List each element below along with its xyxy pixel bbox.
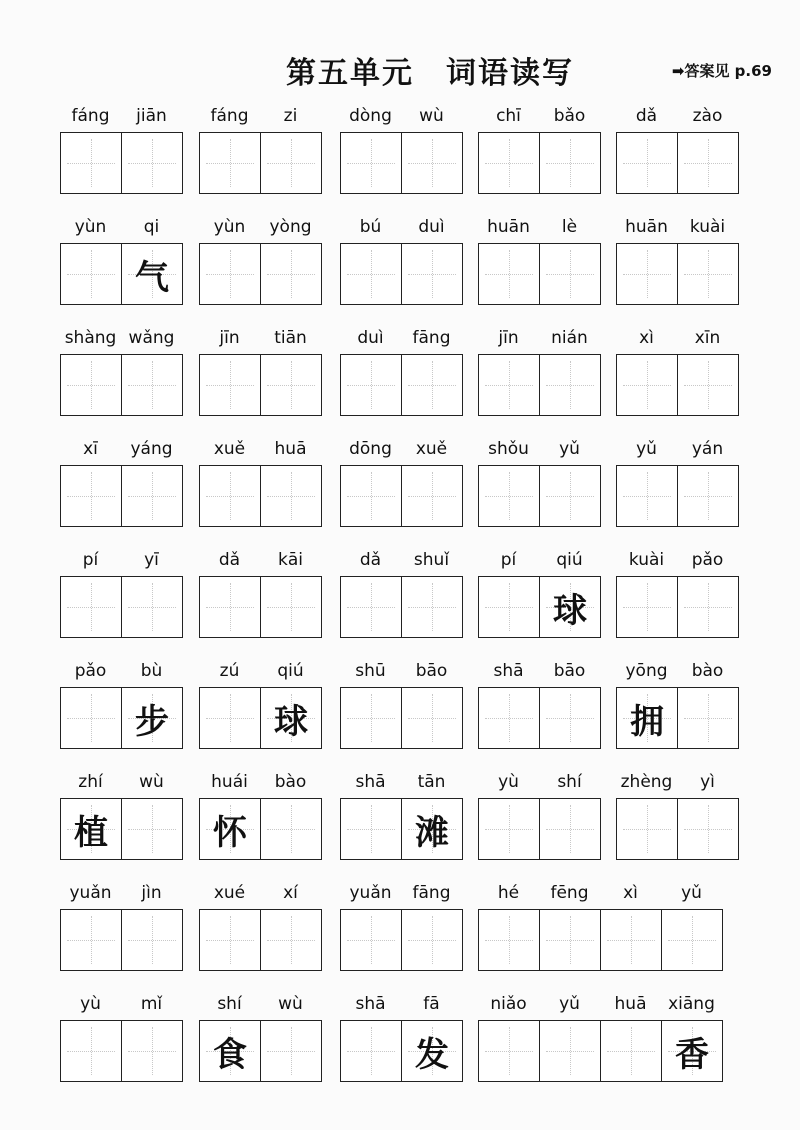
pinyin-label: shū [355,661,386,681]
writing-cell[interactable] [402,355,463,415]
pinyin-row [616,660,738,682]
pinyin-row [340,438,462,460]
pinyin-row [60,216,182,238]
pinyin-label: chī [496,106,521,126]
pinyin-label: dōng [349,439,392,459]
pinyin-label: lè [561,217,578,237]
pinyin-row [60,105,182,127]
pinyin-label: zhèng [620,772,673,792]
pinyin-label: shàng [64,328,117,348]
writing-cell[interactable] [200,355,261,415]
writing-boxes [616,687,739,749]
writing-boxes [616,354,739,416]
pinyin-label: shí [557,772,582,792]
pinyin-row [616,438,738,460]
pinyin-label: qiú [277,661,304,681]
writing-cell[interactable] [200,577,261,637]
writing-cell[interactable] [61,910,122,970]
pinyin-row [199,882,321,904]
writing-cell[interactable] [479,910,540,970]
writing-cell[interactable] [261,688,322,748]
writing-boxes [199,243,322,305]
pinyin-row [478,216,600,238]
pinyin-label: yán [691,439,724,459]
writing-cell[interactable] [540,244,601,304]
writing-cell[interactable] [402,799,463,859]
writing-cell[interactable] [341,799,402,859]
writing-cell[interactable] [540,466,601,526]
pinyin-label: bào [274,772,307,792]
pinyin-label: huái [211,772,248,792]
answer-reference: ➡答案见 p.69 [671,62,772,80]
pinyin-label: niǎo [490,994,527,1014]
pinyin-label: kuài [628,550,665,570]
writing-cell[interactable] [540,688,601,748]
pinyin-label: zú [219,661,240,681]
pinyin-label: shí [217,994,242,1014]
writing-cell[interactable] [200,799,261,859]
writing-cell[interactable] [617,133,678,193]
writing-cell[interactable] [261,799,322,859]
pinyin-row [478,882,722,904]
pinyin-label: yǔ [559,994,580,1014]
writing-cell[interactable] [200,688,261,748]
pinyin-row [199,438,321,460]
writing-cell[interactable] [122,133,183,193]
pinyin-row [616,327,738,349]
writing-boxes [340,465,463,527]
writing-cell[interactable] [61,577,122,637]
writing-boxes [60,687,183,749]
writing-boxes [478,1020,723,1082]
pinyin-row [478,660,600,682]
writing-cell[interactable] [617,688,678,748]
pinyin-row [60,327,182,349]
writing-boxes [616,132,739,194]
writing-cell[interactable] [540,133,601,193]
pinyin-row [478,438,600,460]
written-character: 植 [74,812,108,853]
pinyin-label: huān [625,217,668,237]
writing-cell[interactable] [341,577,402,637]
writing-cell[interactable] [678,688,739,748]
pinyin-label: bú [359,217,382,237]
writing-boxes [60,243,183,305]
writing-boxes [478,132,601,194]
pinyin-label: bāo [415,661,448,681]
pinyin-label: dǎ [359,550,382,570]
pinyin-row [60,771,182,793]
writing-boxes [340,576,463,638]
pinyin-row [199,993,321,1015]
pinyin-row [616,549,738,571]
writing-cell[interactable] [61,244,122,304]
writing-cell[interactable] [479,355,540,415]
writing-cell[interactable] [402,1021,463,1081]
writing-boxes [60,798,183,860]
writing-cell[interactable] [261,355,322,415]
writing-cell[interactable] [122,910,183,970]
pinyin-label: nián [551,328,588,348]
writing-cell[interactable] [341,688,402,748]
pinyin-label: tiān [274,328,307,348]
pinyin-row [616,105,738,127]
writing-cell[interactable] [402,133,463,193]
pinyin-row [478,771,600,793]
writing-cell[interactable] [341,133,402,193]
pinyin-row [616,771,738,793]
page-title: 第五单元 词语读写 [286,56,574,91]
writing-boxes [199,576,322,638]
writing-boxes [60,354,183,416]
writing-cell[interactable] [479,577,540,637]
pinyin-label: dòng [349,106,392,126]
pinyin-row [340,327,462,349]
pinyin-label: jìn [141,883,162,903]
pinyin-label: yuǎn [349,883,392,903]
pinyin-label: jīn [219,328,240,348]
pinyin-label: kuài [689,217,726,237]
pinyin-label: yùn [74,217,107,237]
writing-boxes [340,798,463,860]
pinyin-label: yǔ [636,439,657,459]
pinyin-label: kāi [278,550,303,570]
writing-cell[interactable] [617,466,678,526]
pinyin-label: xīn [694,328,721,348]
pinyin-label: tān [417,772,446,792]
writing-cell[interactable] [601,1021,662,1081]
writing-cell[interactable] [61,355,122,415]
pinyin-label: xuě [213,439,246,459]
pinyin-label: bāo [553,661,586,681]
writing-cell[interactable] [402,688,463,748]
writing-boxes [60,576,183,638]
pinyin-row [60,438,182,460]
pinyin-label: yòng [269,217,312,237]
pinyin-row [340,216,462,238]
writing-cell[interactable] [402,466,463,526]
writing-cell[interactable] [540,577,601,637]
pinyin-label: wù [139,772,164,792]
writing-cell[interactable] [122,577,183,637]
pinyin-row [199,216,321,238]
writing-boxes [60,1020,183,1082]
written-character: 球 [274,701,308,742]
pinyin-label: hé [497,883,520,903]
pinyin-label: yù [80,994,101,1014]
writing-cell[interactable] [122,466,183,526]
writing-boxes [478,354,601,416]
pinyin-label: pǎo [74,661,107,681]
pinyin-label: huān [487,217,530,237]
writing-cell[interactable] [200,466,261,526]
writing-cell[interactable] [540,355,601,415]
pinyin-label: xī [83,439,98,459]
writing-boxes [340,354,463,416]
writing-cell[interactable] [122,355,183,415]
pinyin-label: xuě [415,439,448,459]
pinyin-label: zhí [78,772,103,792]
pinyin-row [60,549,182,571]
pinyin-row [60,993,182,1015]
written-character: 滩 [415,812,449,853]
writing-boxes [340,1020,463,1082]
pinyin-label: shuǐ [413,550,450,570]
writing-boxes [616,576,739,638]
writing-boxes [478,576,601,638]
written-character: 发 [415,1034,449,1075]
pinyin-label: pǎo [691,550,724,570]
writing-cell[interactable] [200,1021,261,1081]
writing-cell[interactable] [61,799,122,859]
writing-cell[interactable] [678,799,739,859]
pinyin-row [199,327,321,349]
pinyin-label: wù [419,106,444,126]
pinyin-label: huā [614,994,647,1014]
writing-cell[interactable] [402,910,463,970]
writing-boxes [199,1020,322,1082]
writing-boxes [199,354,322,416]
writing-cell[interactable] [617,244,678,304]
writing-cell[interactable] [261,1021,322,1081]
writing-cell[interactable] [61,466,122,526]
writing-boxes [199,132,322,194]
writing-cell[interactable] [617,799,678,859]
writing-cell[interactable] [261,133,322,193]
pinyin-label: duì [357,328,384,348]
writing-cell[interactable] [678,466,739,526]
writing-cell[interactable] [341,244,402,304]
writing-boxes [340,687,463,749]
writing-cell[interactable] [261,910,322,970]
writing-cell[interactable] [479,688,540,748]
pinyin-label: yǔ [681,883,702,903]
pinyin-label: shā [355,772,386,792]
writing-boxes [478,798,601,860]
pinyin-label: bǎo [553,106,586,126]
writing-cell[interactable] [402,577,463,637]
writing-cell[interactable] [678,355,739,415]
pinyin-label: bù [140,661,163,681]
pinyin-row [199,105,321,127]
pinyin-label: yù [498,772,519,792]
pinyin-label: wù [278,994,303,1014]
writing-cell[interactable] [61,1021,122,1081]
writing-cell[interactable] [261,466,322,526]
pinyin-label: fāng [412,883,451,903]
pinyin-label: xué [213,883,246,903]
writing-cell[interactable] [402,244,463,304]
writing-cell[interactable] [200,244,261,304]
writing-cell[interactable] [662,1021,723,1081]
pinyin-label: shā [355,994,386,1014]
writing-cell[interactable] [678,577,739,637]
writing-cell[interactable] [200,910,261,970]
pinyin-row [199,549,321,571]
writing-cell[interactable] [479,133,540,193]
pinyin-row [340,882,462,904]
writing-cell[interactable] [479,466,540,526]
pinyin-label: mǐ [140,994,163,1014]
writing-cell[interactable] [617,355,678,415]
writing-cell[interactable] [479,244,540,304]
pinyin-row [478,993,722,1015]
pinyin-label: qiú [556,550,583,570]
writing-cell[interactable] [678,244,739,304]
pinyin-label: yì [700,772,715,792]
pinyin-row [478,105,600,127]
writing-boxes [340,909,463,971]
pinyin-label: yī [144,550,159,570]
writing-boxes [478,465,601,527]
writing-cell[interactable] [540,910,601,970]
pinyin-label: bào [691,661,724,681]
writing-cell[interactable] [479,799,540,859]
writing-boxes [616,243,739,305]
writing-cell[interactable] [261,244,322,304]
pinyin-row [340,549,462,571]
writing-cell[interactable] [200,133,261,193]
written-character: 怀 [213,812,247,853]
writing-cell[interactable] [61,133,122,193]
writing-cell[interactable] [61,688,122,748]
writing-cell[interactable] [617,577,678,637]
writing-boxes [340,132,463,194]
writing-boxes [478,687,601,749]
writing-cell[interactable] [678,133,739,193]
pinyin-label: jīn [498,328,519,348]
writing-boxes [60,909,183,971]
pinyin-row [340,660,462,682]
pinyin-row [478,549,600,571]
pinyin-label: xì [623,883,638,903]
pinyin-row [60,660,182,682]
writing-boxes [478,909,723,971]
writing-cell[interactable] [479,1021,540,1081]
pinyin-label: fáng [210,106,249,126]
written-character: 食 [213,1034,247,1075]
pinyin-row [199,660,321,682]
writing-cell[interactable] [341,355,402,415]
writing-boxes [60,132,183,194]
written-character: 香 [675,1034,709,1075]
writing-boxes [199,909,322,971]
pinyin-label: fáng [71,106,110,126]
written-character: 拥 [630,701,664,742]
pinyin-label: xiāng [668,994,715,1014]
writing-cell[interactable] [122,1021,183,1081]
writing-boxes [199,687,322,749]
pinyin-label: shǒu [488,439,529,459]
pinyin-label: fēng [550,883,589,903]
pinyin-label: huā [274,439,307,459]
writing-cell[interactable] [540,799,601,859]
written-character: 步 [135,701,169,742]
writing-boxes [616,798,739,860]
writing-cell[interactable] [662,910,723,970]
pinyin-label: dǎ [635,106,658,126]
pinyin-label: fāng [412,328,451,348]
writing-boxes [340,243,463,305]
pinyin-label: yōng [625,661,668,681]
pinyin-label: qi [143,217,160,237]
pinyin-row [340,993,462,1015]
writing-cell[interactable] [261,577,322,637]
writing-boxes [616,465,739,527]
pinyin-label: zi [283,106,298,126]
pinyin-label: yǔ [559,439,580,459]
pinyin-label: xí [283,883,298,903]
writing-cell[interactable] [341,1021,402,1081]
pinyin-label: jiān [136,106,167,126]
pinyin-row [199,771,321,793]
pinyin-label: yuǎn [69,883,112,903]
writing-cell[interactable] [122,799,183,859]
writing-cell[interactable] [122,688,183,748]
pinyin-label: fā [423,994,440,1014]
writing-boxes [199,798,322,860]
pinyin-row [60,882,182,904]
pinyin-label: zào [692,106,723,126]
pinyin-row [340,771,462,793]
writing-cell[interactable] [601,910,662,970]
pinyin-label: wǎng [128,328,175,348]
pinyin-row [616,216,738,238]
writing-cell[interactable] [341,910,402,970]
writing-cell[interactable] [540,1021,601,1081]
pinyin-label: yùn [213,217,246,237]
writing-cell[interactable] [122,244,183,304]
written-character: 球 [553,590,587,631]
pinyin-label: shā [493,661,524,681]
writing-boxes [478,243,601,305]
pinyin-label: dǎ [218,550,241,570]
writing-boxes [60,465,183,527]
writing-cell[interactable] [341,466,402,526]
writing-boxes [199,465,322,527]
pinyin-label: xì [639,328,654,348]
written-character: 气 [135,257,169,298]
pinyin-label: pí [500,550,517,570]
pinyin-label: pí [82,550,99,570]
pinyin-row [340,105,462,127]
pinyin-label: yáng [130,439,173,459]
pinyin-label: duì [418,217,445,237]
pinyin-row [478,327,600,349]
